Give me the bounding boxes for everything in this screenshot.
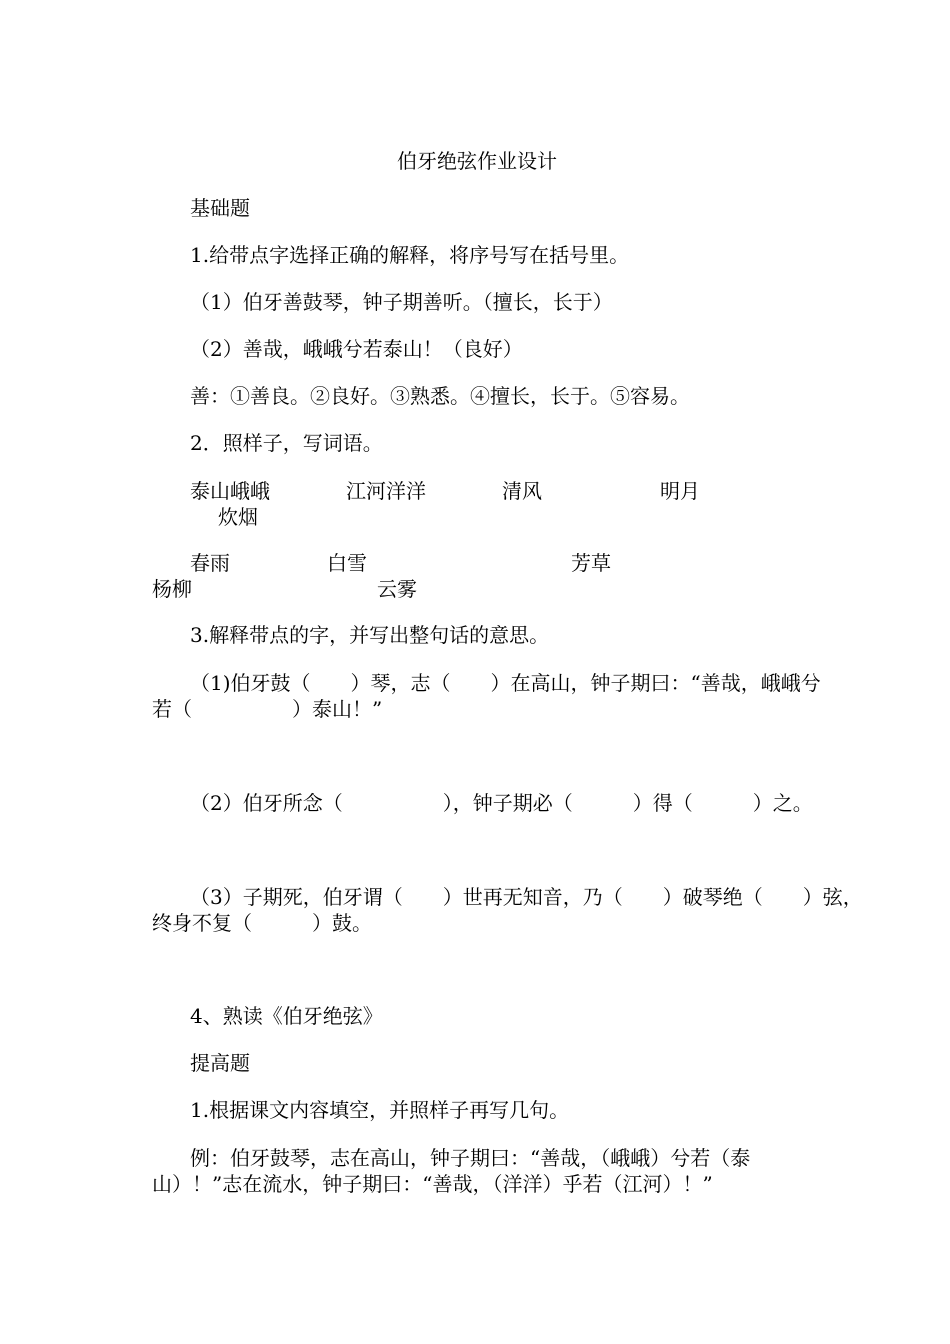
q3-sentence-3-line-2: 终身不复（ ）鼓。 [152, 911, 372, 935]
q1-prompt: 1.给带点字选择正确的解释，将序号写在括号里。 [190, 243, 630, 267]
q2-word-10: 云雾 [377, 577, 417, 601]
q2-word-9: 杨柳 [152, 577, 192, 601]
q2-word-2: 江河洋洋 [346, 479, 426, 503]
q4: 4、熟读《伯牙绝弦》 [190, 1004, 383, 1028]
section-advanced-heading: 提高题 [190, 1051, 250, 1075]
q1-options: 善：①善良。②良好。③熟悉。④擅长，长于。⑤容易。 [190, 384, 690, 408]
q2-prompt: 2．照样子，写词语。 [190, 431, 383, 455]
page-title: 伯牙绝弦作业设计 [397, 149, 557, 173]
q2-word-8: 芳草 [571, 551, 611, 575]
adv1-example-line-2: 山）！”志在流水，钟子期曰：“善哉，（洋洋）乎若（江河）！” [152, 1172, 713, 1196]
q1-item-2: （2）善哉，峨峨兮若泰山！（良好） [190, 337, 523, 361]
adv1-prompt: 1.根据课文内容填空，并照样子再写几句。 [190, 1098, 570, 1122]
q2-word-1: 泰山峨峨 [190, 479, 270, 503]
section-basic-heading: 基础题 [190, 196, 250, 220]
q2-word-7: 白雪 [327, 551, 367, 575]
q3-sentence-1-line-2: 若（ ）泰山！” [152, 697, 383, 721]
q2-word-5: 炊烟 [218, 505, 258, 529]
q3-sentence-1-line-1: （1)伯牙鼓（ ）琴，志（ ）在高山，钟子期曰：“善哉，峨峨兮 [190, 671, 821, 695]
adv1-example-line-1: 例：伯牙鼓琴，志在高山，钟子期曰：“善哉，（峨峨）兮若（泰 [190, 1146, 751, 1170]
q2-word-4: 明月 [660, 479, 700, 503]
q3-prompt: 3.解释带点的字，并写出整句话的意思。 [190, 623, 550, 647]
q2-word-3: 清风 [502, 479, 542, 503]
q2-word-6: 春雨 [190, 551, 230, 575]
q3-sentence-3-line-1: （3）子期死，伯牙谓（ ）世再无知音，乃（ ）破琴绝（ ）弦， [190, 885, 863, 909]
q1-item-1: （1）伯牙善鼓琴，钟子期善听。（擅长，长于） [190, 290, 613, 314]
q3-sentence-2: （2）伯牙所念（ ），钟子期必（ ）得（ ）之。 [190, 791, 813, 815]
